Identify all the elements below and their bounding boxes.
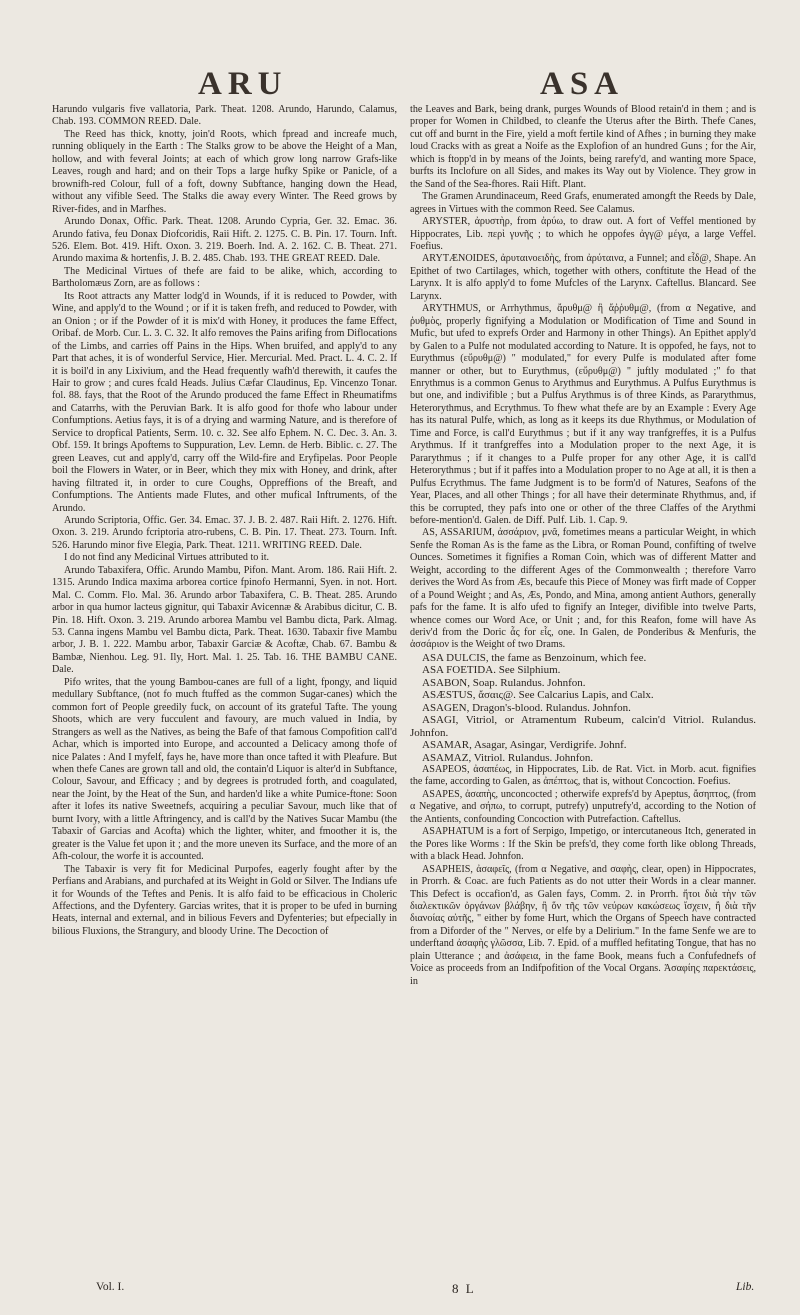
catchword: Lib.: [736, 1281, 755, 1293]
entry: ARYSTER, ἀρυστὴρ, from ἀρύω, to draw out. A fort of Veffel mentioned by Hippocrates, Lib. περὶ γυνῆς ; to which he oppofes ἀγγ@ μέγα, a large Veffel. Foefius.: [410, 216, 756, 252]
entry: ASAPHEIS, ἀσαφεῖς, (from α Negative, and σαφὴς, clear, open) in Hippocrates, in Prorrh. & Coac. are fuch Patients as do not utter their Words in a clear manner. This Defect is occafion'd, as Galen fays, Comm. 2. in Prorrh. ἤτοι διὰ τὴν τῶν διαλεκτικῶν ὀργάνων βλάβην, ἢ ὅν τῆς τῶν νεύρων κακώσεως ἴσχειν, ἢ διὰ τῆν διανοίας αὐτῆς, " either by fome Hurt, which the Organs of Speech have contracted from a Diforder of the " Nerves, or elfe by a Delirium." In the fame Senfe we are to underftand ἀσαφὴς γλῶσσα, Lib. 7. Epid. of a muffled hefitating Tongue, that has no plain Utterance ; and ἀσάφεια, in the fame Book, means fuch a Confufednefs of Voice as proceeds from an Indifpofition of the Vocal Organs. Ἀσαφίης παρεκτάσεις, in: [410, 863, 756, 987]
entry: ASAGEN, Dragon's-blood. Rulandus. Johnfon.: [422, 701, 631, 714]
paragraph: Arundo Donax, Offic. Park. Theat. 1208. Arundo Cypria, Ger. 32. Emac. 36. Arundo fativa, feu Donax Diofcoridis, Raii Hift. 2. 1275. C. B. Pin. 17. Tourn. Inft. 526. Elem. Bot. 419. Hift. Oxon. 3. 219. Boerh. Ind. A. 2. 162. C. B. Theat. 271. Arundo maxima & hortenfis, J. B. 2. 485. Chab. 193. THE GREAT REED. Dale.: [52, 216, 397, 265]
entry: ASÆSTUS, ἄσαις@. See Calcarius Lapis, and Calx.: [422, 689, 654, 702]
paragraph: Its Root attracts any Matter lodg'd in Wounds, if it is reduced to Powder, with Wine, and apply'd to the Wound ; or if it is taken frefh, and reduced to Powder, with an Onion ; or if the Powder of it is mix'd with Honey, it produces the fame Effect, Oribaf. de Morb. Cur. L. 3. C. 32. It alfo removes the Pains arifing from Diflocations of the Limbs, and carries off Pains in the Hips. When bruifed, and apply'd to any Part that aches, it is of wonderful Service, Hier. Mercurial. Med. Pract. L. 4. C. 2. If it is boil'd in any Lixivium, and the Head frequently wafh'd therewith, it caufes the Hair to grow ; and cures fcald Heads. Julius Cæfar Claudinus, Ep. Vincenzo Tonar. fol. 88. fays, that the Root of the Arundo produced the fame Effect in Rheumatifms and Catarrhs, with the Peruvian Bark. It is alfo good for thofe who labour under Confumptions. Aetius fays, it is of a drying and warming Nature, and is therefore of Service to dropfical Patients, Serm. 10. c. 32. See alfo Ephem. N. C. Dec. 3. An. 3. Obf. 159. It brings Apoftems to Suppuration, Lev. Lemn. de Herb. Biblic. c. 27. The green Leaves, cut and apply'd, carry off the Wild-fire and Eryfipelas. Poor People boil the Flowers in Water, or in Beer, which they mix with Honey, and drink, after having filtrated it, in order to cure Coughs, Oppreffions of the Breaft, and Confumptions. The Antients made Flutes, and other mufical Inftruments, of the Arundo.: [52, 290, 397, 514]
entry: ARYTHMUS, or Arrhythmus, ἄρυθμ@ ἢ ἄῤῥυθμ@, (from α Negative, and ῥυθμὸς, properly fignifying a Modulation or Modification of Time and Sound in Mufic, but ufed to exprefs Order and Harmony in other Things). An Epithet apply'd by Galen to a Pulfe not modulated according to Nature. It is oppofed, he fays, not to Eurythmus (εὔρυθμ@) " modulated," for every Pulfe is modulated after fome manner or other, but to Eurythmus, (εὔρυθμ@) " juftly modulated ;" fo that Enrythmus is a common Genus to Arythmus and Eurythmus. A Pulfus Eurythmus is but one, and indivifible ; but a Pulfus Arythmus is of three Kinds, as Pararythmus, Heterorythmus, and Ecrythmus. To fhew what thefe are by an Example : Every Age has its natural Pulfe, which, as long as it keeps its due Rhythmus, or Modulation of Time and Force, is call'd Eurythmus ; but if it any way tranfgreffes, it is a Pulfus Arythmus. If it tranfgreffes into a Modulation proper to the next Age, it is Pararythmus ; if it changes to a Pulfe proper for any other Age, it is call'd Heterorythmus ; but if it paffes into a Modulation proper to no Age at all, it is then a Pulfus Ecrythmus. The fame Judgment is to be form'd of Natures, Seafons of the Year, Places, and all other Things ; for all have their determinate Rhythmus, and, if this be corrupted, they pafs into one or other of the three Claffes of the Arythmi before-mention'd. Galen. de Diff. Pulf. Lib. 1. Cap. 9.: [410, 303, 756, 526]
volume-number: Vol. I.: [96, 1281, 125, 1293]
paragraph: the Leaves and Bark, being drank, purges Wounds of Blood retain'd in them ; and is proper for Women in Childbed, to cleanfe the Uterus after the Birth. Thefe Canes, cut off and burnt in the Fire, yield a moft fertile kind of Afhes ; in burning they make loud Cracks with as great a Noife as the Explofion of an hundred Guns ; for the Air, which is ftopp'd in by means of the Joints, being rarefy'd, and wanting more Space, burfts its Inclofure on all Sides, and makes its Way out by Violence. They grow in the Sand of the Sea-fhores. Raii Hift. Plant.: [410, 104, 756, 190]
entry: AS, ASSARIUM, ἀσσάριον, μνᾶ, fometimes means a particular Weight, in which Senfe the Roman As is the fame as the Libra, or Roman Pound, confifting of twelve Ounces. Sometimes it fignifies a Roman Coin, which was of different Matter and Weight, according to the different Ages of the Commonwealth ; therefore Varro derives the Word As from Æs, becaufe this Piece of Money was firft made of Copper of a Pound Weight ; and As, Æs, Pondo, and Mina, among antient Authors, generally pafs for the fame. It is alfo ufed to fignify an Integer, divifible into twelve Parts, whence comes our Word Ace, or Unit ; and, for this Reafon, fome will have As deriv'd from the Doric ἆς for εἷς, one. In Galen, de Ponderibus & Menfuris, the ἀσσάριον is the Weight of two Drams.: [410, 527, 756, 651]
paragraph: The Reed has thick, knotty, join'd Roots, which fpread and increafe much, running obliquely in the Earth : The Stalks grow to be above the Height of a Man, hollow, and with feveral Joints; at each of which grow long narrow Grafs-like Leaves, rough and hard; and on their Tops a large hufky Spike or Panicle, of a brownifh-red Colour, full of a foft, downy Subftance, hanging down the Head, without any vifible Seed. The Stalks die away every Winter. The Reed grows by River-fides, and in Marfhes.: [52, 128, 397, 215]
paragraph: Harundo vulgaris five vallatoria, Park. Theat. 1208. Arundo, Harundo, Calamus, Chab. 193. COMMON REED. Dale.: [52, 104, 397, 128]
paragraph: I do not find any Medicinal Virtues attributed to it.: [64, 552, 270, 564]
right-column: [410, 104, 756, 988]
paragraph: The Gramen Arundinaceum, Reed Grafs, enumerated amongft the Reeds by Dale, agrees in Virtues with the common Reed. See Calamus.: [410, 191, 756, 215]
running-head-left: ARU: [198, 66, 288, 102]
paragraph: Arundo Tabaxifera, Offic. Arundo Mambu, Pifon. Mant. Arom. 186. Raii Hift. 2. 1315. Arundo Indica maxima arborea cortice fpinofo Hermanni, Syen. in not. Hort. Mal. C. Comm. Flo. Mal. 36. Arundo arbor Tabaxifera, C. B. Theat. 285. Arundo arbor in qua humor lacteus gignitur, qui Tabaxir Avicennæ & Arabibus dicitur, C. B. Pin. 18. Hift. Oxon. 3. 219. Arundo arborea Mambu vel Bambu dicta, Park. Almag. 53. Canna ingens Mambu vel Bambu dicta, Park. Theat. 1630. Tabaxir five Mambu arbor, J. B. 1. 222. Mambu arbor, Tabaxir Garciæ & Acoftæ, Chab. 67. Bambu & Bambæ, Nienhou. Leg. 91. Ily, Hort. Mal. 1. 25. Tab. 16. THE BAMBU CANE. Dale.: [52, 564, 397, 676]
paragraph: The Medicinal Virtues of thefe are faid to be alike, which, according to Bartholomæus Zorn, are as follows :: [52, 265, 397, 290]
entry: ASABON, Soap. Rulandus. Johnfon.: [422, 676, 586, 689]
paragraph: Pifo writes, that the young Bambou-canes are full of a light, fpongy, and liquid medullary Subftance, (not fo much ftuffed as the common Sugar-canes) which the common fort of People greedily fuck, on account of its grateful Tafte. The young Shoots, which are very fucculent and favoury, are much valued in India, by Strangers as well as the Natives, as being the Bafe of that famous Compofition call'd Achar, which is imported into Europe, and accounted a Delicacy among thofe of nice Palates : And I myfelf, fays he, have more than once tafted it with Pleafure. But when thefe Canes are grown tall and old, the contain'd Liquor is alter'd in Subftance, Colour, Savour, and Efficacy ; and by degrees is protruded forth, and coagulated, near the Joint, by the Heat of the Sun, and harden'd like a white Pumice-ftone: Soon after it lofes its native Sweetnefs, acquiring a peculiar Savour, much like that of burnt Ivory, with a little Aftringency, and is call'd by the Natives Sucar Mambu (the Tabaxir of Garcias and Acofta) which the lighter, whiter, and fmoother it is, the greater is the Value fet upon it ; and the more uneven its Surface, and the more of an Afh-colour, the worfe it is accounted.: [52, 676, 397, 863]
entry: ASAMAZ, Vitriol. Rulandus. Johnfon.: [422, 751, 594, 764]
entry: ASAPES, ἀσαπὴς, unconcocted ; otherwife exprefs'd by Apeptus, ἄσηπτος, (from α Negative, and σήπω, to corrupt, putrefy) unputrefy'd, according to the Notion of the Antients, confounding Concoction with Putrefaction. Caftellus.: [410, 788, 756, 825]
entry: ASAPHATUM is a fort of Serpigo, Impetigo, or intercutaneous Itch, generated in the Pores like Worms : If the Skin be prefs'd, they come forth like oblong Threads, with a black Head. Johnfon.: [410, 826, 756, 863]
running-head-right: ASA: [540, 66, 625, 102]
paragraph: The Tabaxir is very fit for Medicinal Purpofes, eagerly fought after by the Perfians and Arabians, and purchafed at its Weight in Gold or Silver. The Indians ufe it for Wounds of the Teftes and Penis. It is alfo faid to be efficacious in Choleric Affections, and the Dyfentery. Garcias writes, that it is proper to be ufed in burning Heats, internal and external, and in bilious Fevers and Dyfenteries; but efpecially in bilious Fluxions, the Strangury, and bloody Urine. The Decoction of: [52, 863, 397, 937]
entry: ASA DULCIS, the fame as Benzoinum, which fee.: [422, 651, 647, 664]
left-column: [52, 104, 397, 938]
page-footer: [0, 1281, 800, 1299]
entry: ARYTÆNOIDES, ἀρυταινοειδὴς, from ἀρύταινα, a Funnel; and εἶδ@, Shape. An Epithet of two Cartilages, which, together with others, conftitute the Head of the Larynx. It is alfo apply'd to fome Mufcles of the Larynx. Caftellus. Blancard. See Larynx.: [410, 253, 756, 302]
entry: ASA FOETIDA. See Silphium.: [422, 664, 561, 677]
paragraph: Arundo Scriptoria, Offic. Ger. 34. Emac. 37. J. B. 2. 487. Raii Hift. 2. 1276. Hift. Oxon. 3. 219. Arundo fcriptoria atro-rubens, C. B. Pin. 17. Theat. 273. Tourn. Inft. 526. Harundo minor five Elegia, Park. Theat. 1211. WRITING REED. Dale.: [52, 514, 397, 551]
entry: ASAPEOS, ἀσαπέως, in Hippocrates, Lib. de Rat. Vict. in Morb. acut. fignifies the fame, according to Galen, as ἀπέπτως, that is, without Concoction. Foefius.: [410, 764, 756, 788]
entry: ASAGI, Vitriol, or Atramentum Rubeum, calcin'd Vitriol. Rulandus. Johnfon.: [410, 714, 756, 739]
entry: ASAMAR, Asagar, Asingar, Verdigrife. Johnf.: [422, 739, 627, 752]
signature-mark: 8 L: [452, 1281, 476, 1296]
